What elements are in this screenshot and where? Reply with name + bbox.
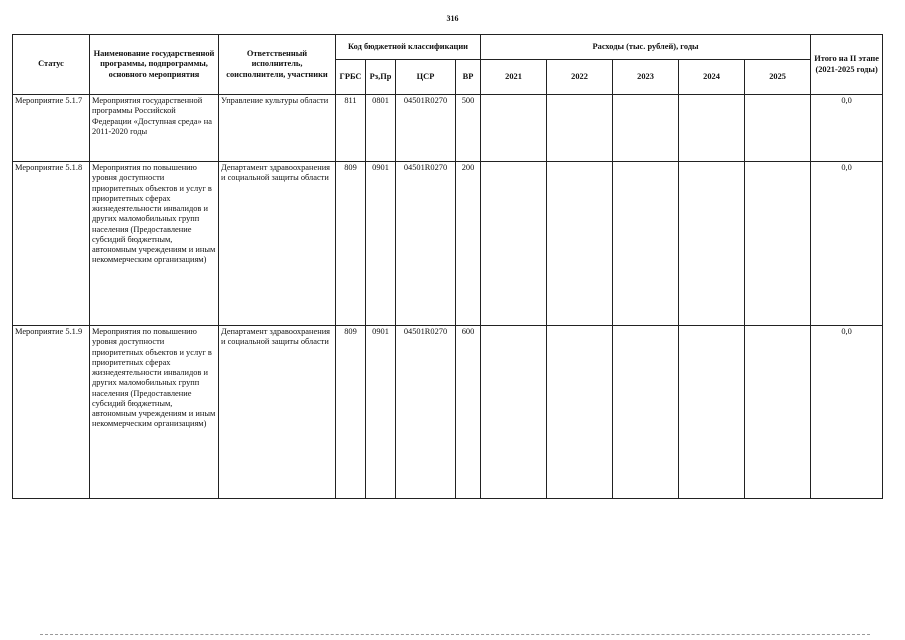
row-year-2024-cell [679, 95, 745, 162]
header-budget-code: Код бюджетной классификации [336, 35, 481, 60]
row-total: 0,0 [811, 326, 883, 499]
row-total: 0,0 [811, 162, 883, 326]
header-expenses: Расходы (тыс. рублей), годы [481, 35, 811, 60]
row-csr: 04501R0270 [396, 95, 456, 162]
header-responsible: Ответственный исполнитель, соисполнители, участники [219, 35, 336, 95]
row-vr: 500 [456, 95, 481, 162]
row-vr: 200 [456, 162, 481, 326]
row-year-2024-cell [679, 162, 745, 326]
header-year-2025: 2025 [745, 60, 811, 95]
row-rzpr: 0801 [366, 95, 396, 162]
header-year-2022: 2022 [547, 60, 613, 95]
table-row [13, 95, 883, 162]
row-grbs: 809 [336, 326, 366, 499]
header-name: Наименование государственной программы, подпрограммы, основного мероприятия [90, 35, 219, 95]
row-year-2025-cell [745, 326, 811, 499]
row-year-2023-cell [613, 162, 679, 326]
page-number: 316 [446, 14, 459, 23]
row-csr: 04501R0270 [396, 326, 456, 499]
header-year-2021: 2021 [481, 60, 547, 95]
header-grbs: ГРБС [336, 60, 366, 95]
row-year-2022-cell [547, 95, 613, 162]
table-row [13, 162, 883, 326]
header-status: Статус [13, 35, 90, 95]
row-grbs: 811 [336, 95, 366, 162]
header-year-2024: 2024 [679, 60, 745, 95]
budget-table [12, 34, 883, 499]
row-rzpr: 0901 [366, 162, 396, 326]
row-year-2021-cell [481, 162, 547, 326]
row-responsible: Департамент здравоохранения и социальной защиты области [219, 162, 336, 326]
header-total: Итого на II этапе (2021-2025 годы) [811, 35, 883, 95]
header-vr: ВР [456, 60, 481, 95]
page-edge-rule [40, 634, 870, 635]
row-csr: 04501R0270 [396, 162, 456, 326]
table-row [13, 326, 883, 499]
row-name: Мероприятия по повышению уровня доступности приоритетных объектов и услуг в приоритетных сферах жизнедеятельности инвалидов и других маломобильных групп населения (Предоставление субсидий бюджетным, автономным учреждениям и иным некоммерческим организациям) [90, 326, 219, 499]
row-year-2023-cell [613, 326, 679, 499]
row-grbs: 809 [336, 162, 366, 326]
row-name: Мероприятия по повышению уровня доступности приоритетных объектов и услуг в приоритетных сферах жизнедеятельности инвалидов и других маломобильных групп населения (Предоставление субсидий бюджетным, автономным учреждениям и иным некоммерческим организациям) [90, 162, 219, 326]
row-year-2022-cell [547, 326, 613, 499]
row-year-2022-cell [547, 162, 613, 326]
header-year-2023: 2023 [613, 60, 679, 95]
row-year-2024-cell [679, 326, 745, 499]
row-status: Мероприятие 5.1.8 [13, 162, 90, 326]
row-year-2021-cell [481, 326, 547, 499]
row-year-2025-cell [745, 162, 811, 326]
row-vr: 600 [456, 326, 481, 499]
header-rzpr: Рз,Пр [366, 60, 396, 95]
row-year-2021-cell [481, 95, 547, 162]
header-csr: ЦСР [396, 60, 456, 95]
row-year-2025-cell [745, 95, 811, 162]
row-status: Мероприятие 5.1.9 [13, 326, 90, 499]
row-year-2023-cell [613, 95, 679, 162]
row-responsible: Управление культуры области [219, 95, 336, 162]
row-name: Мероприятия государственной программы Российской Федерации «Доступная среда» на 2011-2020 годы [90, 95, 219, 162]
row-total: 0,0 [811, 95, 883, 162]
row-responsible: Департамент здравоохранения и социальной защиты области [219, 326, 336, 499]
header-row [13, 35, 883, 60]
row-rzpr: 0901 [366, 326, 396, 499]
row-status: Мероприятие 5.1.7 [13, 95, 90, 162]
